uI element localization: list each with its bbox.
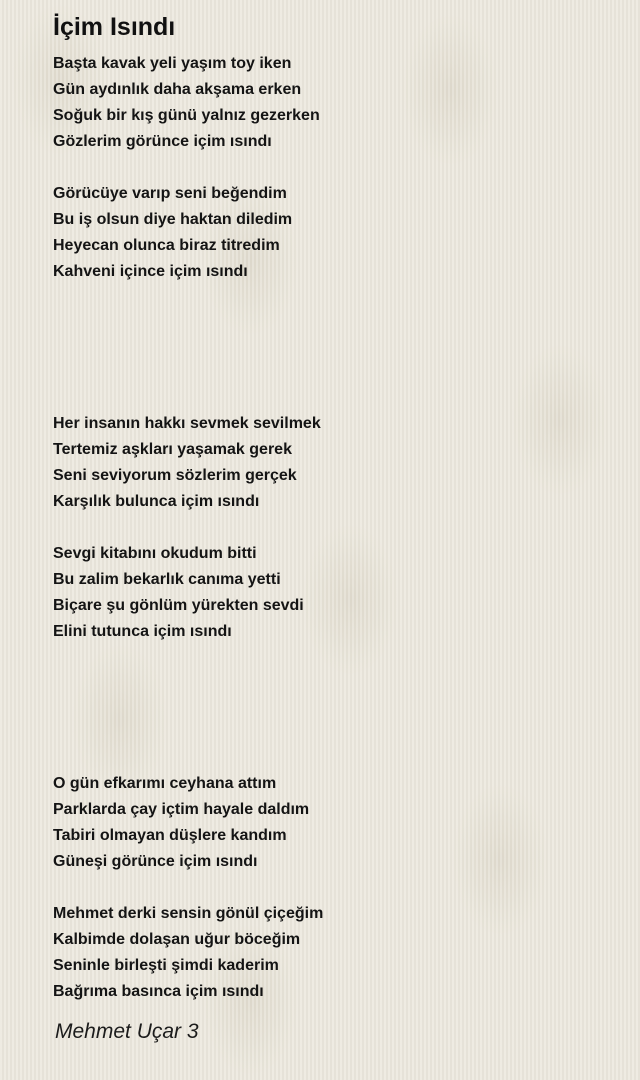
poem-line: Sevgi kitabını okudum bitti: [53, 545, 257, 562]
poem-title: İçim Isındı: [53, 13, 176, 41]
stanza-1: [53, 51, 320, 155]
poem-line: Bağrıma basınca içim ısındı: [53, 983, 264, 1000]
poem-line: Her insanın hakkı sevmek sevilmek: [53, 415, 321, 432]
poem-line: Tabiri olmayan düşlere kandım: [53, 827, 287, 844]
poem-line: Tertemiz aşkları yaşamak gerek: [53, 441, 292, 458]
poem-line: Seninle birleşti şimdi kaderim: [53, 957, 279, 974]
poem-line: Heyecan olunca biraz titredim: [53, 237, 280, 254]
poem-line: Gözlerim görünce içim ısındı: [53, 133, 272, 150]
poem-line: O gün efkarımı ceyhana attım: [53, 775, 277, 792]
stanza-3: [53, 411, 321, 515]
poem-line: Bu zalim bekarlık canıma yetti: [53, 571, 281, 588]
poem-line: Elini tutunca içim ısındı: [53, 623, 232, 640]
poem-line: Karşılık bulunca içim ısındı: [53, 493, 260, 510]
poem-line: Kalbimde dolaşan uğur böceğim: [53, 931, 301, 948]
poem-line: Gün aydınlık daha akşama erken: [53, 81, 302, 98]
stanza-2: [53, 181, 292, 285]
poem-line: Bu iş olsun diye haktan diledim: [53, 211, 293, 228]
poem-line: Mehmet derki sensin gönül çiçeğim: [53, 905, 324, 922]
stanza-6: [53, 901, 323, 1005]
poem-line: Seni seviyorum sözlerim gerçek: [53, 467, 297, 484]
poem-line: Parklarda çay içtim hayale daldım: [53, 801, 310, 818]
poem-line: Soğuk bir kış günü yalnız gezerken: [53, 107, 320, 124]
poem-line: Kahveni içince içim ısındı: [53, 263, 248, 280]
poem-author: Mehmet Uçar 3: [55, 1020, 199, 1043]
poem-line: Görücüye varıp seni beğendim: [53, 185, 287, 202]
stanza-4: [53, 541, 304, 645]
poem-line: Güneşi görünce içim ısındı: [53, 853, 258, 870]
stanza-5: [53, 771, 309, 875]
poem-line: Biçare şu gönlüm yürekten sevdi: [53, 597, 304, 614]
poem-line: Başta kavak yeli yaşım toy iken: [53, 55, 292, 72]
